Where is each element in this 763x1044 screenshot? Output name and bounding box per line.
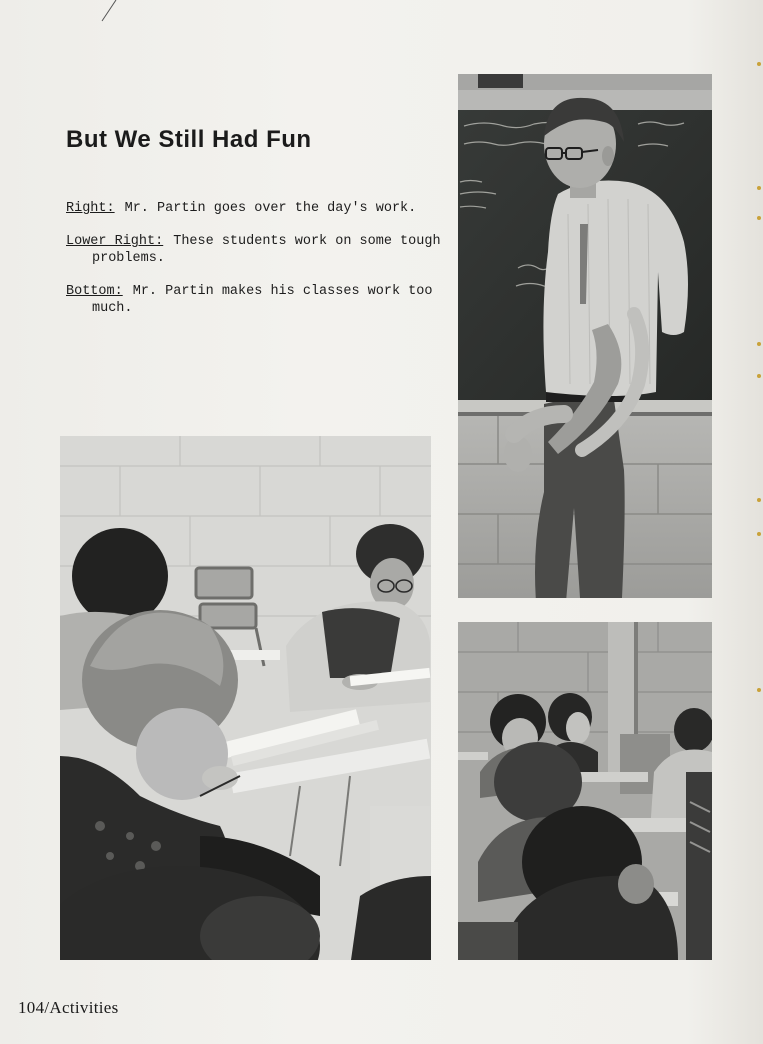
caption-label: Lower Right:	[66, 234, 164, 249]
caption-right	[66, 200, 446, 217]
binding-dot	[757, 374, 761, 378]
caption-label: Bottom:	[66, 284, 123, 299]
page-number-label: 104/Activities	[18, 998, 119, 1017]
caption-label: Right:	[66, 201, 115, 216]
binding-dot	[757, 186, 761, 190]
photo-students-problems	[458, 622, 712, 960]
binding-dot	[757, 498, 761, 502]
binding-dot	[757, 342, 761, 346]
caption-list	[66, 200, 446, 333]
pencil-mark	[100, 0, 118, 22]
page-title: But We Still Had Fun	[66, 126, 312, 153]
binding-dot	[757, 688, 761, 692]
caption-text: Mr. Partin makes his classes work too much.	[92, 284, 433, 316]
photo-classroom	[60, 436, 431, 960]
caption-text: These students work on some tough problems.	[92, 234, 441, 266]
caption-bottom	[66, 283, 446, 317]
binding-dot	[757, 532, 761, 536]
binding-dot	[757, 216, 761, 220]
binding-dot	[757, 62, 761, 66]
caption-text: Mr. Partin goes over the day's work.	[124, 201, 417, 216]
photo-teacher-chalkboard	[458, 74, 712, 598]
caption-lower-right	[66, 233, 446, 267]
